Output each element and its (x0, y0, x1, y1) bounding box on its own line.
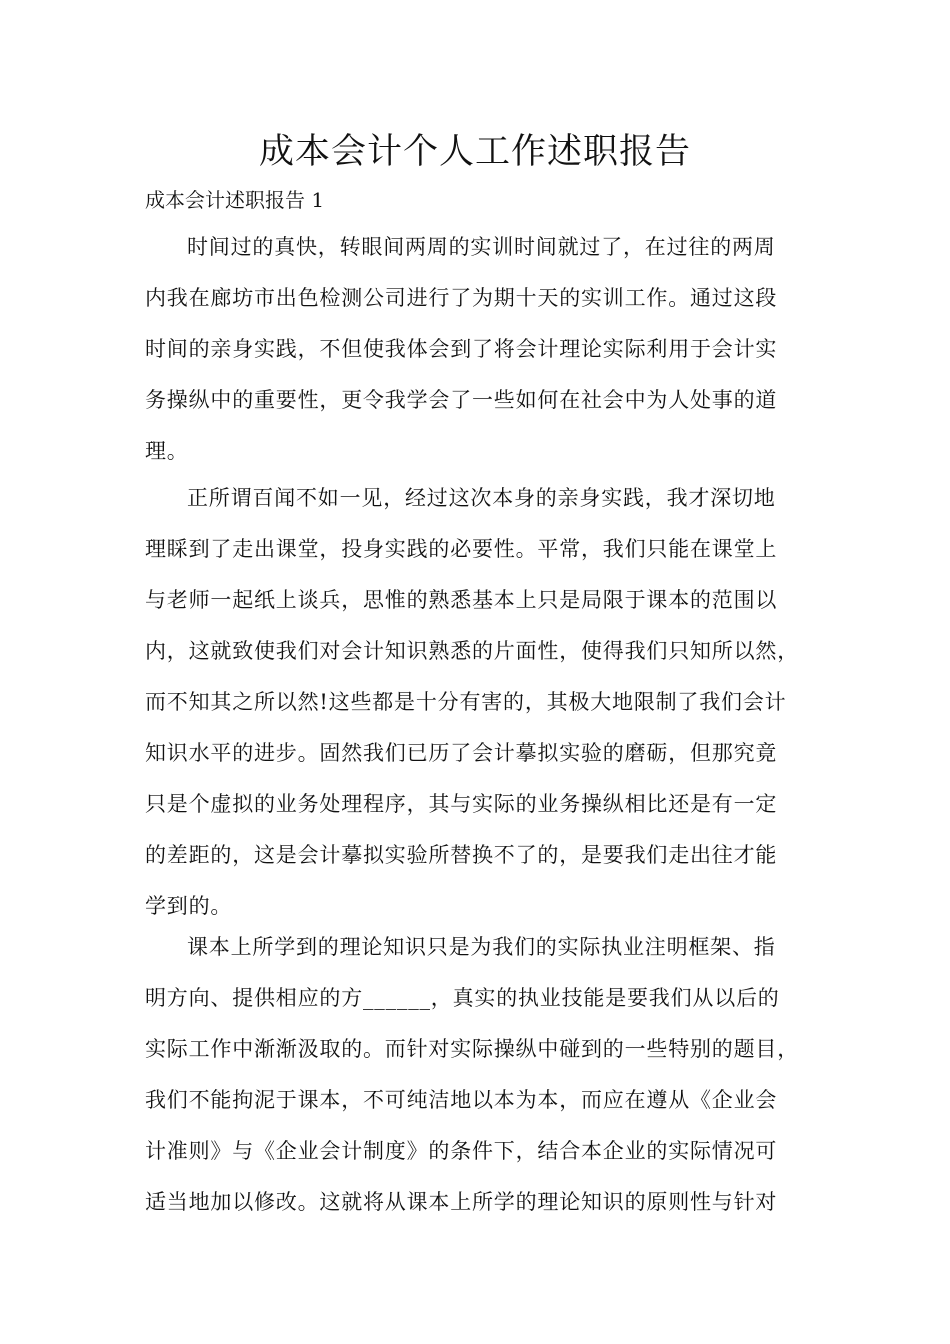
paragraph-line: 适当地加以修改。这就将从课本上所学的理论知识的原则性与针对 (145, 1190, 778, 1214)
document-subtitle: 成本会计述职报告 1 (145, 188, 325, 212)
document-title: 成本会计个人工作述职报告 (258, 132, 691, 172)
paragraph-line: 理睬到了走出课堂，投身实践的必要性。平常，我们只能在课堂上 (145, 537, 778, 561)
paragraph-line: 知识水平的进步。固然我们已历了会计摹拟实验的磨砺，但那究竟 (145, 741, 778, 765)
paragraph-line: 计准则》与《企业会计制度》的条件下，结合本企业的实际情况可 (145, 1139, 778, 1163)
paragraph-line: 理。 (145, 439, 189, 463)
paragraph-line: 内，这就致使我们对会计知识熟悉的片面性，使得我们只知所以然， (145, 639, 799, 663)
paragraph-1 (145, 222, 815, 477)
paragraph-line: 我们不能拘泥于课本，不可纯洁地以本为本，而应在遵从《企业会 (145, 1088, 778, 1112)
paragraph-line: 与老师一起纸上谈兵，思惟的熟悉基本上只是局限于课本的范围以 (145, 588, 778, 612)
paragraph-line: 正所谓百闻不如一见，经过这次本身的亲身实践，我才深切地 (187, 486, 776, 510)
paragraph-line: 时间的亲身实践，不但使我体会到了将会计理论实际利用于会计实 (145, 337, 778, 361)
paragraph-line: 务操纵中的重要性，更令我学会了一些如何在社会中为人处事的道 (145, 388, 778, 412)
paragraph-line: 内我在廊坊市出色检测公司进行了为期十天的实训工作。通过这段 (145, 286, 778, 310)
paragraph-line: 的差距的，这是会计摹拟实验所替换不了的，是要我们走出往才能 (145, 843, 778, 867)
paragraph-line: 实际工作中渐渐汲取的。而针对实际操纵中碰到的一些特别的题目， (145, 1037, 799, 1061)
paragraph-line: 学到的。 (145, 894, 233, 918)
paragraph-3 (145, 922, 815, 1228)
paragraph-line: 而不知其之所以然!这些都是十分有害的，其极大地限制了我们会计 (145, 690, 787, 714)
paragraph-line: 课本上所学到的理论知识只是为我们的实际执业注明框架、指 (187, 935, 776, 959)
paragraph-line: 只是个虚拟的业务处理程序，其与实际的业务操纵相比还是有一定 (145, 792, 778, 816)
paragraph-line: 时间过的真快，转眼间两周的实训时间就过了，在过往的两周 (187, 235, 776, 259)
paragraph-2 (145, 473, 815, 932)
paragraph-line: 明方向、提供相应的方______，真实的执业技能是要我们从以后的 (145, 986, 780, 1010)
